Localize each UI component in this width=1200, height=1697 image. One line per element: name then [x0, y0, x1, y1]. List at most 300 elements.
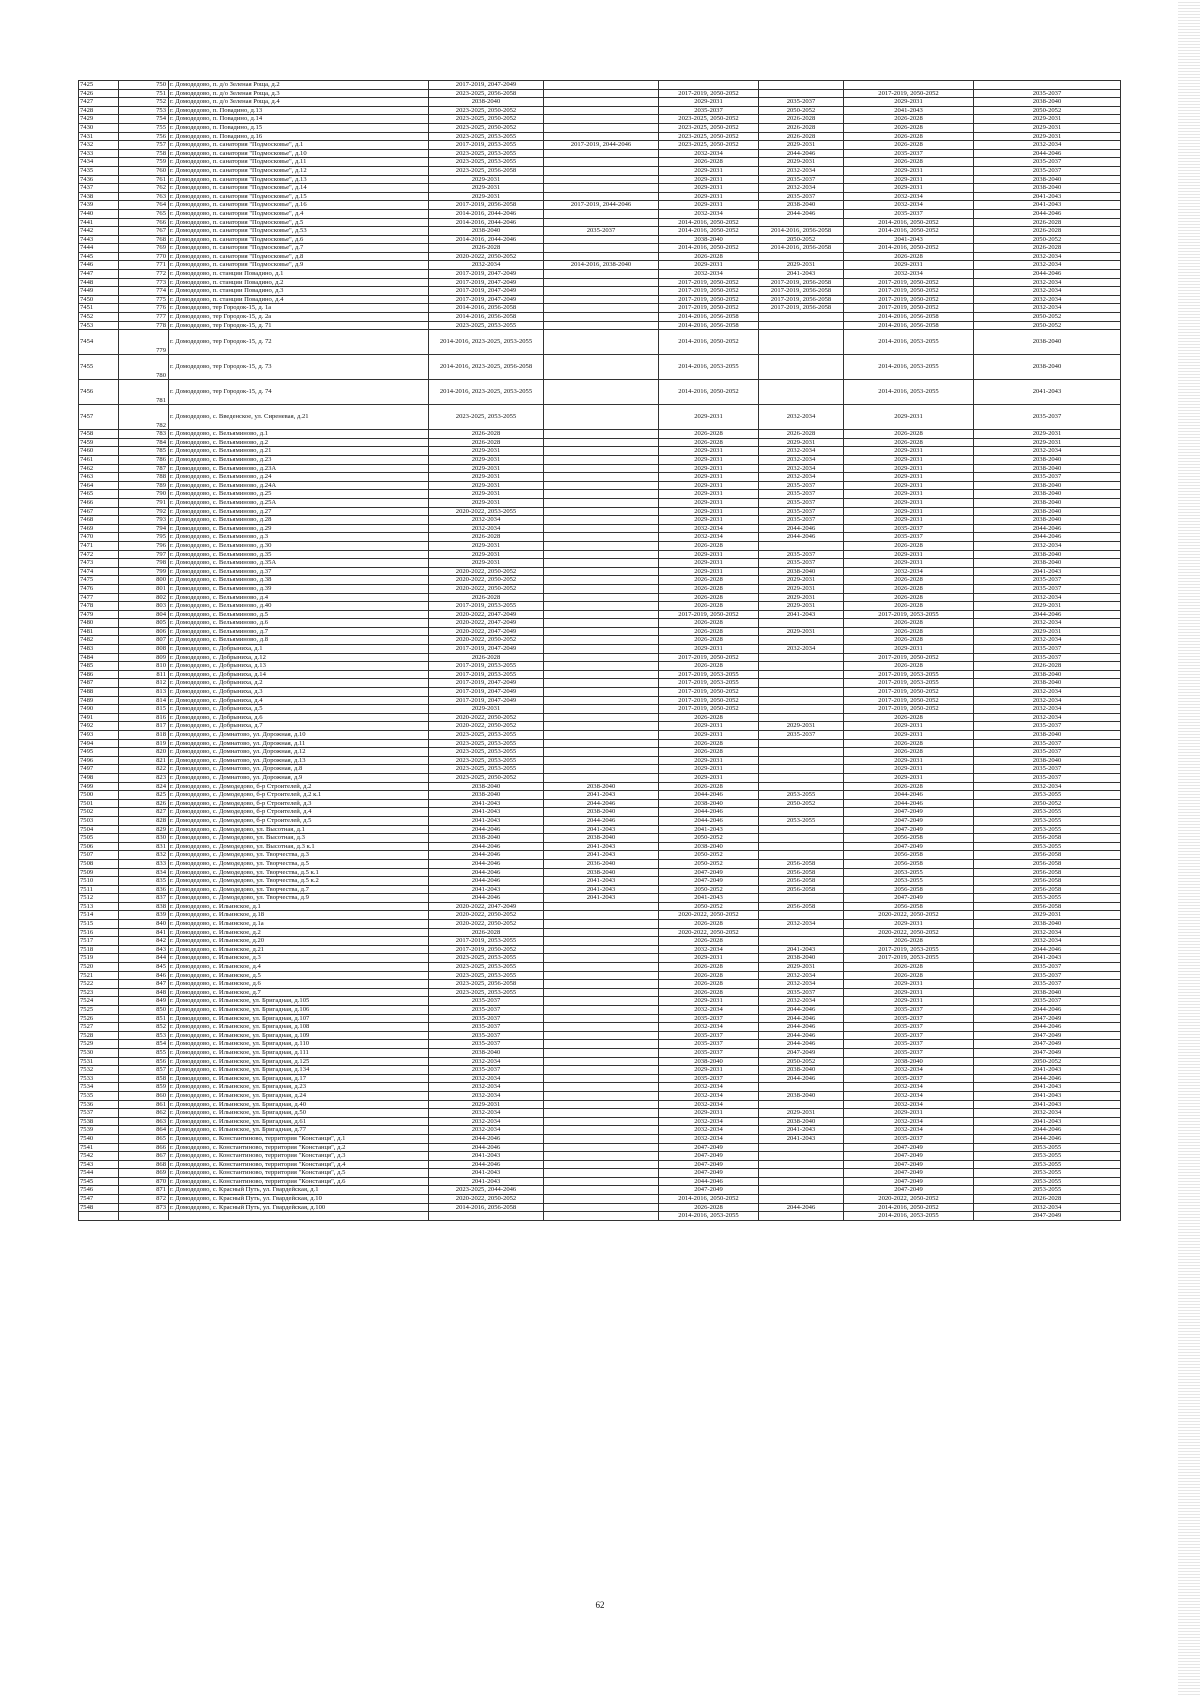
period-cell: 2056-2058	[974, 868, 1121, 877]
period-cell: 2029-2031	[844, 481, 974, 490]
row-number-cell: 848	[119, 988, 169, 997]
period-cell: 2017-2019, 2053-2055	[429, 602, 544, 611]
address-cell: г. Домодедово, с. Вельяминово, д.1	[169, 430, 429, 439]
period-cell: 2026-2028	[659, 602, 759, 611]
row-index-cell: 7487	[79, 679, 119, 688]
row-index-cell: 7537	[79, 1109, 119, 1118]
period-cell: 2029-2031	[659, 98, 759, 107]
row-number-cell: 824	[119, 782, 169, 791]
period-cell: 2044-2046	[659, 816, 759, 825]
address-cell: г. Домодедово, с. Домнатово, ул. Дорожная, д.8	[169, 765, 429, 774]
row-number-cell: 854	[119, 1040, 169, 1049]
period-cell: 2047-2049	[844, 842, 974, 851]
address-cell: г. Домодедово, п. санатория "Подмосковье", д.6	[169, 235, 429, 244]
period-cell: 2047-2049	[844, 825, 974, 834]
period-cell: 2038-2040	[974, 988, 1121, 997]
row-number-cell: 865	[119, 1134, 169, 1143]
period-cell: 2032-2034	[844, 1083, 974, 1092]
row-index-cell: 7446	[79, 261, 119, 270]
period-cell: 2017-2019, 2050-2052	[844, 688, 974, 697]
period-cell: 2056-2058	[974, 851, 1121, 860]
address-cell	[169, 1212, 429, 1221]
period-cell: 2038-2040	[544, 868, 659, 877]
period-cell	[759, 1177, 844, 1186]
address-cell: г. Домодедово, п. санатория "Подмосковье", д.7	[169, 244, 429, 253]
period-cell	[544, 610, 659, 619]
period-cell: 2032-2034	[974, 593, 1121, 602]
row-index-cell: 7506	[79, 842, 119, 851]
row-index-cell: 7524	[79, 997, 119, 1006]
period-cell: 2032-2034	[974, 705, 1121, 714]
period-cell: 2032-2034	[974, 713, 1121, 722]
row-number-cell: 758	[119, 149, 169, 158]
address-cell: г. Домодедово, с. Красный Путь, ул. Гвардейская, д.100	[169, 1203, 429, 1212]
address-cell: г. Домодедово, с. Красный Путь, ул. Гвардейская, д.1	[169, 1186, 429, 1195]
address-cell: г. Домодедово, с. Ильинское, ул. Бригадная, д.40	[169, 1100, 429, 1109]
address-cell: г. Домодедово, с. Домодедово, ул. Творчества, д.3	[169, 851, 429, 860]
period-cell: 2026-2028	[844, 739, 974, 748]
period-cell: 2017-2019, 2047-2049	[429, 688, 544, 697]
period-cell	[544, 1006, 659, 1015]
period-cell: 2023-2025, 2053-2055	[429, 739, 544, 748]
period-cell: 2017-2019, 2050-2052	[659, 295, 759, 304]
address-cell: г. Домодедово, с. Домодедово, ул. Творчества, д.5	[169, 859, 429, 868]
address-cell: г. Домодедово, с. Добрыниха, д.4	[169, 696, 429, 705]
row-number-cell: 786	[119, 456, 169, 465]
period-cell: 2041-2043	[759, 1126, 844, 1135]
row-index-cell: 7532	[79, 1066, 119, 1075]
row-index-cell: 7543	[79, 1160, 119, 1169]
row-number-cell: 844	[119, 954, 169, 963]
period-cell	[544, 731, 659, 740]
table-row	[79, 1134, 1121, 1143]
period-cell: 2026-2028	[659, 739, 759, 748]
address-cell: г. Домодедово, тер Городок-15, д. 2а	[169, 313, 429, 322]
row-number-cell: 863	[119, 1117, 169, 1126]
address-cell: г. Домодедово, с. Домнатово, ул. Дорожная, д.12	[169, 748, 429, 757]
period-cell: 2032-2034	[759, 464, 844, 473]
table-row	[79, 1040, 1121, 1049]
period-cell	[544, 1169, 659, 1178]
address-cell: г. Домодедово, с. Вельяминово, д.40	[169, 602, 429, 611]
row-index-cell: 7505	[79, 834, 119, 843]
period-cell: 2026-2028	[659, 988, 759, 997]
period-cell: 2014-2016, 2056-2058	[429, 304, 544, 313]
period-cell	[659, 81, 759, 90]
period-cell: 2029-2031	[659, 405, 759, 430]
period-cell: 2032-2034	[974, 304, 1121, 313]
period-cell: 2026-2028	[974, 227, 1121, 236]
address-cell: г. Домодедово, с. Вельяминово, д.2	[169, 438, 429, 447]
period-cell: 2020-2022, 2053-2055	[429, 507, 544, 516]
row-number-cell: 752	[119, 98, 169, 107]
table-row	[79, 209, 1121, 218]
period-cell: 2038-2040	[759, 954, 844, 963]
period-cell: 2023-2025, 2053-2055	[429, 963, 544, 972]
period-cell: 2029-2031	[429, 490, 544, 499]
period-cell: 2029-2031	[844, 731, 974, 740]
row-number-cell: 794	[119, 524, 169, 533]
table-row	[79, 270, 1121, 279]
period-cell: 2014-2016, 2053-2055	[659, 355, 759, 380]
period-cell: 2047-2049	[759, 1048, 844, 1057]
period-cell: 2026-2028	[844, 937, 974, 946]
period-cell: 2032-2034	[844, 270, 974, 279]
period-cell: 2041-2043	[544, 842, 659, 851]
row-index-cell: 7500	[79, 791, 119, 800]
period-cell	[759, 218, 844, 227]
address-cell: г. Домодедово, с. Добрыниха, д.12	[169, 653, 429, 662]
table-row	[79, 868, 1121, 877]
period-cell: 2029-2031	[659, 192, 759, 201]
address-cell: г. Домодедово, с. Домодедово, ул. Высотная, д.1	[169, 825, 429, 834]
address-cell: г. Домодедово, с. Домодедово, б-р Строителей, д.2	[169, 782, 429, 791]
table-row	[79, 158, 1121, 167]
period-cell: 2020-2022, 2050-2052	[429, 584, 544, 593]
row-number-cell	[119, 1212, 169, 1221]
period-cell: 2026-2028	[659, 636, 759, 645]
period-cell: 2032-2034	[759, 405, 844, 430]
period-cell: 2032-2034	[759, 980, 844, 989]
period-cell: 2017-2019, 2053-2055	[429, 662, 544, 671]
period-cell: 2041-2043	[544, 894, 659, 903]
address-cell: г. Домодедово, п. станции Повадино, д.1	[169, 270, 429, 279]
address-cell: г. Домодедово, с. Введенское, ул. Сиреневая, д.21	[169, 405, 429, 430]
address-cell: г. Домодедово, с. Ильинское, ул. Бригадная, д.77	[169, 1126, 429, 1135]
table-row	[79, 610, 1121, 619]
row-number-cell: 798	[119, 559, 169, 568]
row-index-cell: 7480	[79, 619, 119, 628]
period-cell: 2026-2028	[844, 132, 974, 141]
period-cell: 2017-2019, 2050-2052	[844, 278, 974, 287]
address-cell: г. Домодедово, п. санатория "Подмосковье", д.11	[169, 158, 429, 167]
period-cell: 2029-2031	[429, 541, 544, 550]
period-cell: 2026-2028	[429, 430, 544, 439]
period-cell	[544, 321, 659, 330]
period-cell: 2026-2028	[844, 141, 974, 150]
table-row	[79, 304, 1121, 313]
period-cell: 2026-2028	[759, 123, 844, 132]
period-cell: 2017-2019, 2053-2055	[844, 670, 974, 679]
row-number-cell: 855	[119, 1048, 169, 1057]
address-cell: г. Домодедово, с. Добрыниха, д.6	[169, 713, 429, 722]
row-number-cell: 773	[119, 278, 169, 287]
period-cell: 2032-2034	[974, 688, 1121, 697]
row-index-cell: 7536	[79, 1100, 119, 1109]
period-cell: 2053-2055	[759, 791, 844, 800]
period-cell: 2017-2019, 2056-2058	[759, 304, 844, 313]
period-cell: 2029-2031	[429, 447, 544, 456]
row-number-cell: 806	[119, 627, 169, 636]
period-cell: 2017-2019, 2050-2052	[659, 653, 759, 662]
table-row	[79, 1152, 1121, 1161]
period-cell: 2017-2019, 2050-2052	[659, 705, 759, 714]
period-cell	[544, 192, 659, 201]
period-cell: 2047-2049	[974, 1212, 1121, 1221]
address-cell: г. Домодедово, п. д/о Зеленая Роща, д.2	[169, 81, 429, 90]
row-index-cell: 7450	[79, 295, 119, 304]
table-row	[79, 584, 1121, 593]
row-index-cell: 7462	[79, 464, 119, 473]
address-cell: г. Домодедово, с. Вельяминово, д.28	[169, 516, 429, 525]
period-cell: 2029-2031	[844, 447, 974, 456]
period-cell	[544, 380, 659, 405]
period-cell: 2032-2034	[844, 192, 974, 201]
period-cell	[544, 911, 659, 920]
period-cell: 2047-2049	[844, 1186, 974, 1195]
period-cell: 2035-2037	[844, 1006, 974, 1015]
table-row	[79, 988, 1121, 997]
period-cell: 2038-2040	[659, 799, 759, 808]
period-cell: 2047-2049	[844, 1143, 974, 1152]
period-cell: 2044-2046	[974, 1023, 1121, 1032]
period-cell	[544, 619, 659, 628]
period-cell: 2035-2037	[974, 166, 1121, 175]
period-cell: 2029-2031	[429, 464, 544, 473]
period-cell: 2029-2031	[974, 115, 1121, 124]
period-cell: 2020-2022, 2050-2052	[429, 567, 544, 576]
period-cell: 2047-2049	[974, 1048, 1121, 1057]
period-cell: 2014-2016, 2056-2058	[659, 321, 759, 330]
period-cell: 2044-2046	[544, 816, 659, 825]
period-cell: 2017-2019, 2053-2055	[429, 141, 544, 150]
row-index-cell: 7526	[79, 1014, 119, 1023]
period-cell: 2029-2031	[429, 184, 544, 193]
table-row	[79, 533, 1121, 542]
period-cell: 2026-2028	[759, 115, 844, 124]
period-cell: 2032-2034	[659, 1023, 759, 1032]
period-cell: 2026-2028	[844, 782, 974, 791]
row-index-cell: 7453	[79, 321, 119, 330]
period-cell: 2032-2034	[429, 1057, 544, 1066]
table-row	[79, 894, 1121, 903]
period-cell	[544, 252, 659, 261]
address-cell: г. Домодедово, п. Повадино, д.13	[169, 106, 429, 115]
period-cell: 2020-2022, 2050-2052	[659, 928, 759, 937]
period-cell	[544, 287, 659, 296]
period-cell: 2014-2016, 2056-2058	[844, 313, 974, 322]
row-number-cell: 790	[119, 490, 169, 499]
row-index-cell: 7518	[79, 945, 119, 954]
row-number-cell: 822	[119, 765, 169, 774]
period-cell: 2038-2040	[844, 1057, 974, 1066]
row-number-cell: 814	[119, 696, 169, 705]
period-cell: 2023-2025, 2056-2058	[429, 89, 544, 98]
row-index-cell: 7497	[79, 765, 119, 774]
period-cell: 2017-2019, 2053-2055	[659, 670, 759, 679]
period-cell: 2038-2040	[429, 1048, 544, 1057]
table-row	[79, 1126, 1121, 1135]
period-cell: 2017-2019, 2047-2049	[429, 81, 544, 90]
period-cell: 2044-2046	[844, 791, 974, 800]
table-row	[79, 355, 1121, 380]
address-cell: г. Домодедово, с. Добрыниха, д.7	[169, 722, 429, 731]
period-cell: 2038-2040	[544, 808, 659, 817]
table-row	[79, 963, 1121, 972]
period-cell: 2032-2034	[659, 1134, 759, 1143]
period-cell: 2056-2058	[759, 859, 844, 868]
row-number-cell: 795	[119, 533, 169, 542]
address-cell: г. Домодедово, с. Ильинское, ул. Бригадная, д.134	[169, 1066, 429, 1075]
period-cell	[544, 456, 659, 465]
table-row	[79, 430, 1121, 439]
period-cell: 2029-2031	[844, 184, 974, 193]
period-cell: 2041-2043	[544, 851, 659, 860]
row-number-cell: 860	[119, 1091, 169, 1100]
row-index-cell: 7472	[79, 550, 119, 559]
table-row	[79, 851, 1121, 860]
row-number-cell: 803	[119, 602, 169, 611]
period-cell: 2029-2031	[659, 166, 759, 175]
period-cell: 2032-2034	[844, 1066, 974, 1075]
row-index-cell: 7513	[79, 902, 119, 911]
period-cell: 2047-2049	[844, 1152, 974, 1161]
period-cell	[544, 1091, 659, 1100]
row-number-cell: 871	[119, 1186, 169, 1195]
table-row	[79, 166, 1121, 175]
period-cell: 2035-2037	[429, 1066, 544, 1075]
period-cell: 2023-2025, 2053-2055	[429, 731, 544, 740]
row-index-cell: 7442	[79, 227, 119, 236]
row-number-cell: 778	[119, 321, 169, 330]
period-cell: 2035-2037	[974, 765, 1121, 774]
period-cell	[544, 584, 659, 593]
period-cell: 2017-2019, 2047-2049	[429, 287, 544, 296]
row-index-cell: 7463	[79, 473, 119, 482]
address-cell: г. Домодедово, с. Домодедово, ул. Высотная, д.3	[169, 834, 429, 843]
row-number-cell: 818	[119, 731, 169, 740]
row-number-cell: 852	[119, 1023, 169, 1032]
period-cell: 2044-2046	[429, 1160, 544, 1169]
period-cell: 2026-2028	[659, 782, 759, 791]
period-cell	[544, 576, 659, 585]
period-cell: 2029-2031	[659, 1109, 759, 1118]
period-cell: 2023-2025, 2050-2052	[429, 773, 544, 782]
table-row	[79, 481, 1121, 490]
period-cell: 2029-2031	[844, 920, 974, 929]
period-cell: 2035-2037	[429, 997, 544, 1006]
period-cell: 2047-2049	[844, 1160, 974, 1169]
row-number-cell: 873	[119, 1203, 169, 1212]
address-cell: г. Домодедово, п. станции Повадино, д.4	[169, 295, 429, 304]
table-row	[79, 662, 1121, 671]
address-cell: г. Домодедово, с. Ильинское, д.1а	[169, 920, 429, 929]
row-index-cell: 7529	[79, 1040, 119, 1049]
period-cell: 2029-2031	[844, 261, 974, 270]
period-cell: 2029-2031	[844, 559, 974, 568]
address-cell: г. Домодедово, п. санатория "Подмосковье", д.53	[169, 227, 429, 236]
period-cell: 2032-2034	[659, 1117, 759, 1126]
address-cell: г. Домодедово, тер Городок-15, д. 1а	[169, 304, 429, 313]
row-index-cell: 7511	[79, 885, 119, 894]
period-cell	[544, 278, 659, 287]
period-cell	[544, 541, 659, 550]
period-cell: 2038-2040	[974, 550, 1121, 559]
table-row	[79, 1006, 1121, 1015]
period-cell: 2032-2034	[844, 1100, 974, 1109]
table-row	[79, 380, 1121, 405]
period-cell: 2026-2028	[659, 593, 759, 602]
row-index-cell: 7533	[79, 1074, 119, 1083]
period-cell: 2044-2046	[759, 1023, 844, 1032]
row-index-cell: 7501	[79, 799, 119, 808]
period-cell: 2017-2019, 2056-2058	[429, 201, 544, 210]
period-cell: 2050-2052	[974, 1057, 1121, 1066]
address-cell: г. Домодедово, с. Ильинское, ул. Бригадная, д.50	[169, 1109, 429, 1118]
period-cell: 2014-2016, 2044-2046	[429, 218, 544, 227]
period-cell: 2035-2037	[429, 1014, 544, 1023]
row-index-cell: 7503	[79, 816, 119, 825]
period-cell: 2038-2040	[659, 235, 759, 244]
period-cell: 2029-2031	[844, 980, 974, 989]
row-number-cell: 842	[119, 937, 169, 946]
address-cell: г. Домодедово, п. санатория "Подмосковье", д.15	[169, 192, 429, 201]
period-cell: 2026-2028	[659, 971, 759, 980]
period-cell: 2041-2043	[974, 1100, 1121, 1109]
table-row	[79, 89, 1121, 98]
period-cell: 2026-2028	[844, 602, 974, 611]
period-cell: 2026-2028	[429, 593, 544, 602]
row-index-cell: 7476	[79, 584, 119, 593]
row-index-cell: 7507	[79, 851, 119, 860]
row-number-cell: 762	[119, 184, 169, 193]
period-cell: 2020-2022, 2050-2052	[429, 636, 544, 645]
row-number-cell: 750	[119, 81, 169, 90]
period-cell: 2017-2019, 2050-2052	[659, 278, 759, 287]
address-cell: г. Домодедово, с. Ильинское, д.1	[169, 902, 429, 911]
address-cell: г. Домодедово, с. Добрыниха, д.5	[169, 705, 429, 714]
period-cell	[544, 1126, 659, 1135]
period-cell: 2035-2037	[429, 1023, 544, 1032]
table-row	[79, 550, 1121, 559]
period-cell: 2041-2043	[974, 567, 1121, 576]
period-cell: 2032-2034	[974, 141, 1121, 150]
period-cell: 2053-2055	[844, 877, 974, 886]
period-cell: 2017-2019, 2047-2049	[429, 270, 544, 279]
period-cell: 2044-2046	[974, 945, 1121, 954]
address-cell: г. Домодедово, п. станции Повадино, д.2	[169, 278, 429, 287]
period-cell	[544, 636, 659, 645]
period-cell: 2017-2019, 2050-2052	[844, 295, 974, 304]
address-cell: г. Домодедово, с. Домодедово, б-р Строителей, д.4	[169, 808, 429, 817]
period-cell: 2035-2037	[974, 645, 1121, 654]
period-cell	[544, 602, 659, 611]
address-cell: г. Домодедово, с. Вельяминово, д.8	[169, 636, 429, 645]
period-cell: 2026-2028	[429, 653, 544, 662]
period-cell: 2032-2034	[974, 278, 1121, 287]
period-cell: 2044-2046	[429, 1134, 544, 1143]
table-row	[79, 954, 1121, 963]
period-cell: 2026-2028	[844, 115, 974, 124]
address-cell: г. Домодедово, с. Домодедово, ул. Творчества, д.9	[169, 894, 429, 903]
address-cell: г. Домодедово, с. Ильинское, д.6	[169, 980, 429, 989]
period-cell: 2017-2019, 2053-2055	[844, 610, 974, 619]
period-cell: 2053-2055	[974, 1160, 1121, 1169]
period-cell: 2029-2031	[759, 158, 844, 167]
address-cell: г. Домодедово, с. Ильинское, ул. Бригадная, д.109	[169, 1031, 429, 1040]
period-cell	[544, 1134, 659, 1143]
row-index-cell: 7452	[79, 313, 119, 322]
address-cell: г. Домодедово, п. санатория "Подмосковье", д.5	[169, 218, 429, 227]
row-index-cell: 7447	[79, 270, 119, 279]
period-cell	[759, 765, 844, 774]
row-index-cell: 7509	[79, 868, 119, 877]
period-cell	[544, 662, 659, 671]
period-cell: 2044-2046	[759, 209, 844, 218]
row-index-cell: 7464	[79, 481, 119, 490]
period-cell: 2032-2034	[844, 567, 974, 576]
period-cell: 2050-2052	[974, 799, 1121, 808]
